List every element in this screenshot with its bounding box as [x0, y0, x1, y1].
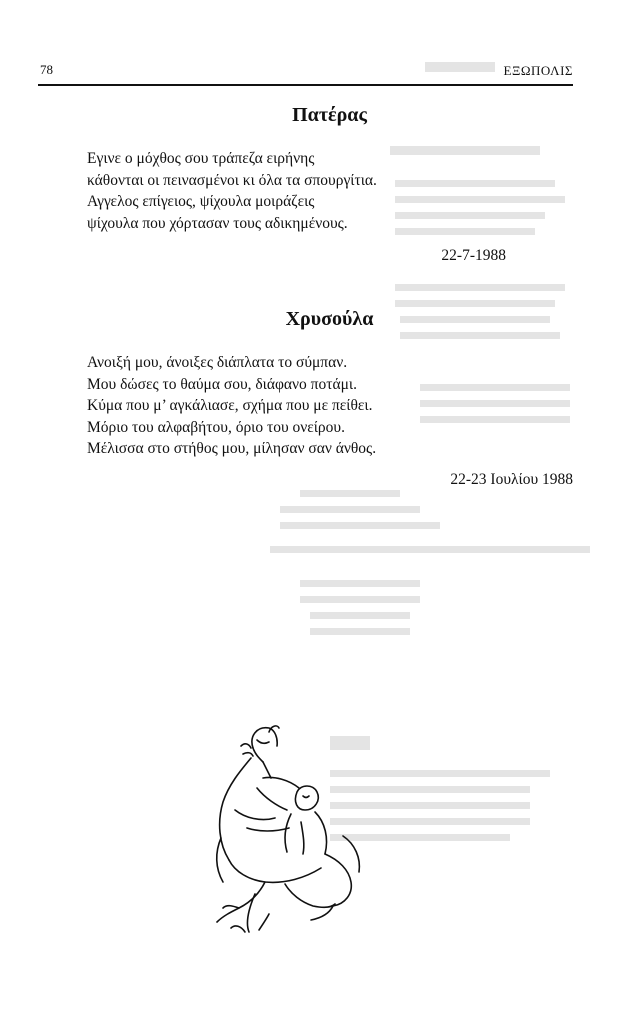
poem-date: 22-7-1988: [441, 247, 506, 264]
poem-line: ψίχουλα που χόρτασαν τους αδικημένους.: [87, 214, 348, 232]
poem-body: [87, 148, 377, 234]
embracing-figures-illustration: [205, 718, 375, 938]
poem-date: 22-23 Ιουλίου 1988: [450, 471, 573, 488]
running-header-title: ΕΞΩΠΟΛΙΣ: [503, 63, 573, 78]
poem-line: Κύμα που μ’ αγκάλιασε, σχήμα που με πείθει.: [87, 397, 373, 414]
poem-title: Χρυσούλα: [285, 308, 374, 330]
poem-line: κάθονται οι πεινασμένοι κι όλα τα σπουργίτια.: [87, 171, 377, 189]
poem-line: Εγινε ο μόχθος σου τράπεζα ειρήνης: [87, 150, 315, 167]
poem-body: [87, 352, 376, 460]
poem-line: Μέλισσα στο στήθος μου, μίλησαν σαν άνθος.: [87, 440, 377, 457]
poem-title: Πατέρας: [292, 104, 367, 126]
poem-line: Ανοιξή μου, άνοιξες διάπλατα το σύμπαν.: [87, 354, 348, 371]
poem-line: Μου δώσες το θαύμα σου, διάφανο ποτάμι.: [87, 375, 357, 393]
header-rule: [38, 84, 573, 86]
page-number: 78: [40, 62, 53, 77]
poem-line: Μόριο του αλφαβήτου, όριο του ονείρου.: [87, 418, 345, 436]
poem-line: Αγγελος επίγειος, ψίχουλα μοιράζεις: [87, 193, 315, 210]
